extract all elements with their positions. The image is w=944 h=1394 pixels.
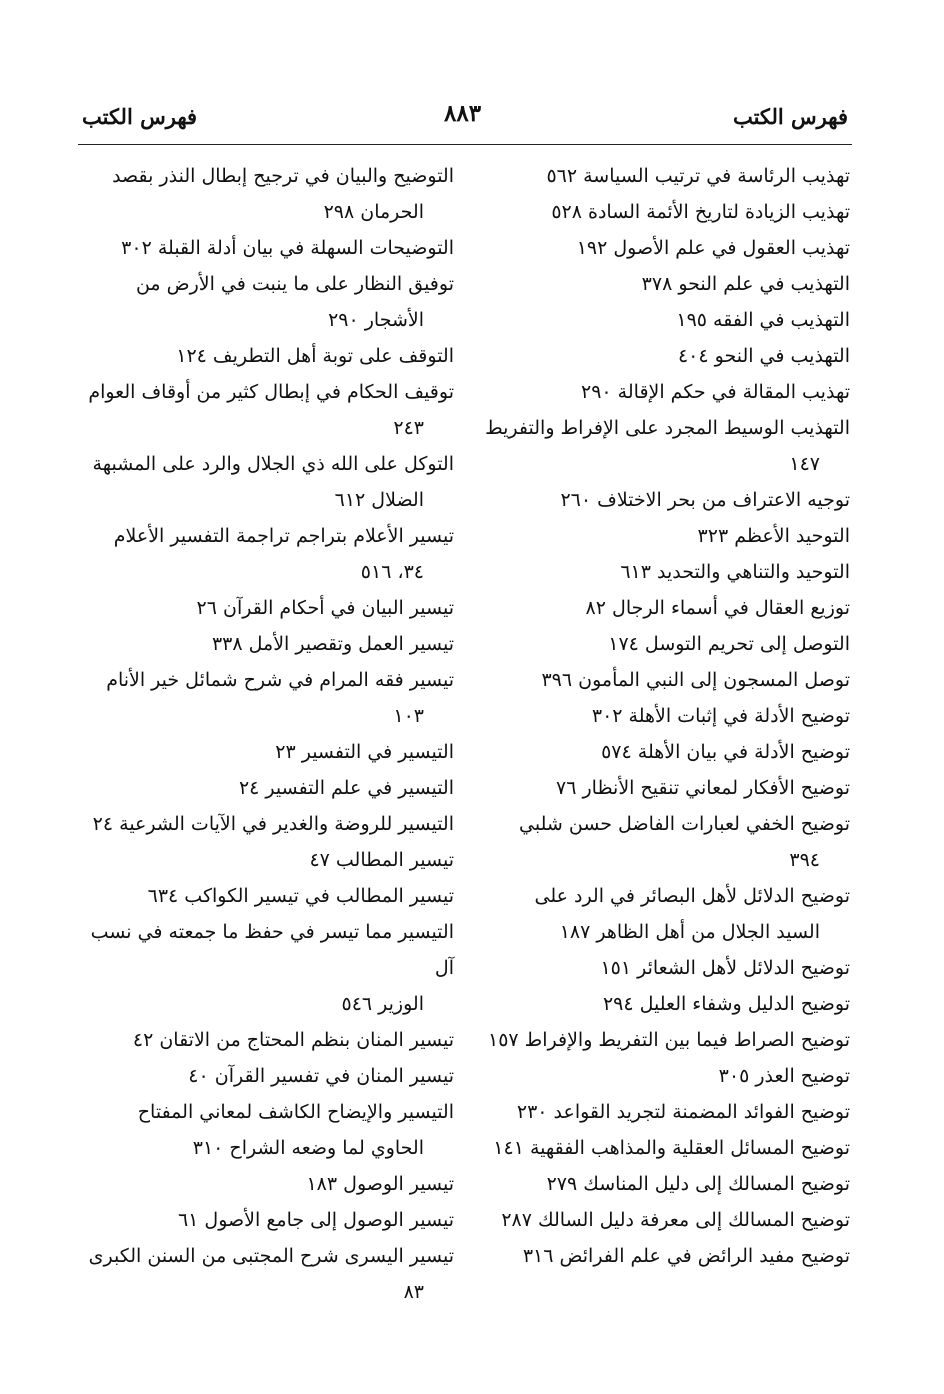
index-column-left (78, 158, 454, 1310)
index-entry (478, 698, 850, 734)
index-column-right (478, 158, 850, 1274)
entry-continuation: الحرمان ٢٩٨ (323, 201, 424, 223)
index-entry (78, 1238, 454, 1310)
entry-continuation: السيد الجلال من أهل الظاهر ١٨٧ (559, 921, 820, 943)
index-entry (478, 194, 850, 230)
index-entry (478, 518, 850, 554)
entry-continuation: الحاوي لما وضعه الشراح ٣١٠ (192, 1137, 424, 1159)
index-entry (478, 806, 850, 878)
index-entry (478, 950, 850, 986)
index-entry (478, 374, 850, 410)
entry-title: تيسير البيان في أحكام القرآن ٢٦ (196, 597, 454, 619)
entry-title: التهذيب في النحو ٤٠٤ (677, 345, 850, 367)
entry-continuation: ٨٣ (403, 1281, 424, 1303)
entry-title: توضيح مفيد الرائض في علم الفرائض ٣١٦ (522, 1245, 850, 1267)
index-entry (478, 590, 850, 626)
index-entry (478, 1202, 850, 1238)
index-entry (478, 410, 850, 482)
index-entry (78, 1166, 454, 1202)
index-entry (478, 1130, 850, 1166)
entry-title: توضيح المسالك إلى دليل المناسك ٢٧٩ (546, 1173, 850, 1195)
index-entry (478, 266, 850, 302)
entry-title: توجيه الاعتراف من بحر الاختلاف ٢٦٠ (560, 489, 850, 511)
entry-title: تيسير المطالب في تيسير الكواكب ٦٣٤ (147, 885, 454, 907)
entry-title: توضيح الدليل وشفاء العليل ٢٩٤ (602, 993, 850, 1015)
index-entry (478, 1166, 850, 1202)
entry-title: التوضيح والبيان في ترجيح إبطال النذر بقصد (112, 165, 454, 187)
index-entry (78, 158, 454, 230)
index-entry (478, 1058, 850, 1094)
index-entry (78, 446, 454, 518)
entry-continuation: ١٠٣ (393, 705, 424, 727)
entry-title: توصل المسجون إلى النبي المأمون ٣٩٦ (541, 669, 850, 691)
header-rule (78, 144, 852, 145)
index-entry (78, 338, 454, 374)
entry-title: تيسير اليسرى شرح المجتبى من السنن الكبرى (88, 1245, 454, 1267)
index-entry (478, 482, 850, 518)
index-entry (78, 1022, 454, 1058)
index-entry (78, 1058, 454, 1094)
index-entry (78, 374, 454, 446)
entry-continuation: ٣٤، ٥١٦ (360, 561, 424, 583)
entry-title: تيسير الوصول إلى جامع الأصول ٦١ (177, 1209, 454, 1231)
entry-title: التوحيد الأعظم ٣٢٣ (697, 525, 850, 547)
index-entry (78, 590, 454, 626)
entry-title: تيسير المطالب ٤٧ (309, 849, 454, 871)
index-entry (78, 626, 454, 662)
index-entry (478, 662, 850, 698)
entry-title: التوقف على توبة أهل التطريف ١٢٤ (176, 345, 454, 367)
entry-continuation: ٣٩٤ (789, 849, 820, 871)
entry-title: التهذيب في علم النحو ٣٧٨ (641, 273, 850, 295)
entry-title: التيسير والإيضاح الكاشف لمعاني المفتاح (137, 1101, 454, 1123)
index-entry (478, 1238, 850, 1274)
entry-title: التيسير في التفسير ٢٣ (275, 741, 454, 763)
entry-title: تيسير فقه المرام في شرح شمائل خير الأنام (106, 669, 454, 691)
index-entry (78, 770, 454, 806)
entry-title: توضيح العذر ٣٠٥ (718, 1065, 850, 1087)
entry-title: توفيق النظار على ما ينبت في الأرض من (135, 273, 454, 295)
index-entry (78, 266, 454, 338)
index-entry (78, 806, 454, 842)
entry-title: التهذيب الوسيط المجرد على الإفراط والتفريط (485, 417, 850, 439)
entry-title: التيسير للروضة والغدير في الآيات الشرعية ٢٤ (92, 813, 454, 835)
entry-title: التوصل إلى تحريم التوسل ١٧٤ (608, 633, 850, 655)
index-entry (478, 770, 850, 806)
entry-title: التيسير في علم التفسير ٢٤ (238, 777, 454, 799)
entry-title: توضيح الدلائل لأهل الشعائر ١٥١ (600, 957, 850, 979)
entry-continuation: ١٤٧ (789, 453, 820, 475)
entry-title: توضيح الخفي لعبارات الفاضل حسن شلبي (519, 813, 850, 835)
running-title-left: فهرس الكتب (82, 104, 198, 129)
entry-title: توضيح المسائل العقلية والمذاهب الفقهية ١٤١ (493, 1137, 850, 1159)
entry-continuation: الأشجار ٢٩٠ (328, 309, 424, 331)
index-entry (78, 842, 454, 878)
page-number: ٨٨٣ (444, 100, 482, 127)
entry-title: تيسير المنان بنظم المحتاج من الاتقان ٤٢ (132, 1029, 454, 1051)
entry-title: تيسير الأعلام بتراجم تراجمة التفسير الأعلام (113, 525, 454, 547)
index-entry (478, 158, 850, 194)
entry-title: تهذيب المقالة في حكم الإقالة ٢٩٠ (581, 381, 850, 403)
entry-continuation: الوزير ٥٤٦ (341, 993, 424, 1015)
page-header (0, 100, 944, 144)
index-entry (78, 1094, 454, 1166)
entry-title: توضيح الدلائل لأهل البصائر في الرد على (534, 885, 850, 907)
index-entry (478, 230, 850, 266)
entry-title: التيسير مما تيسر في حفظ ما جمعته في نسب آل (90, 921, 454, 979)
index-entry (478, 338, 850, 374)
index-entry (478, 554, 850, 590)
entry-title: تهذيب العقول في علم الأصول ١٩٢ (576, 237, 850, 259)
index-entry (478, 626, 850, 662)
index-entry (78, 734, 454, 770)
index-entry (478, 734, 850, 770)
entry-title: توقيف الحكام في إبطال كثير من أوقاف العوام (88, 381, 454, 403)
index-entry (78, 914, 454, 1022)
entry-title: توضيح الصراط فيما بين التفريط والإفراط ١٥٧ (488, 1029, 850, 1051)
index-entry (78, 878, 454, 914)
entry-title: تيسير العمل وتقصير الأمل ٣٣٨ (211, 633, 454, 655)
entry-title: تيسير الوصول ١٨٣ (306, 1173, 454, 1195)
entry-title: تهذيب الزيادة لتاريخ الأئمة السادة ٥٢٨ (551, 201, 850, 223)
running-title-right: فهرس الكتب (732, 104, 848, 129)
entry-title: التوضيحات السهلة في بيان أدلة القبلة ٣٠٢ (121, 237, 454, 259)
entry-title: تيسير المنان في تفسير القرآن ٤٠ (188, 1065, 454, 1087)
entry-title: توضيح المسالك إلى معرفة دليل السالك ٢٨٧ (501, 1209, 850, 1231)
entry-title: تهذيب الرئاسة في ترتيب السياسة ٥٦٢ (546, 165, 850, 187)
index-entry (478, 302, 850, 338)
index-entry (478, 878, 850, 950)
entry-title: توضيح الأفكار لمعاني تنقيح الأنظار ٧٦ (556, 777, 850, 799)
entry-title: التهذيب في الفقه ١٩٥ (676, 309, 850, 331)
entry-title: التوحيد والتناهي والتحديد ٦١٣ (620, 561, 850, 583)
entry-title: توضيح الأدلة في بيان الأهلة ٥٧٤ (601, 741, 850, 763)
entry-title: توضيح الأدلة في إثبات الأهلة ٣٠٢ (591, 705, 850, 727)
index-entry (78, 230, 454, 266)
index-entry (478, 1022, 850, 1058)
entry-continuation: الضلال ٦١٢ (334, 489, 424, 511)
entry-title: توضيح الفوائد المضمنة لتجريد القواعد ٢٣٠ (516, 1101, 850, 1123)
entry-title: توزيع العقال في أسماء الرجال ٨٢ (585, 597, 850, 619)
index-entry (78, 518, 454, 590)
index-entry (478, 986, 850, 1022)
index-entry (78, 662, 454, 734)
entry-title: التوكل على الله ذي الجلال والرد على المشبهة (92, 453, 454, 475)
index-entry (78, 1202, 454, 1238)
index-entry (478, 1094, 850, 1130)
entry-continuation: ٢٤٣ (393, 417, 424, 439)
